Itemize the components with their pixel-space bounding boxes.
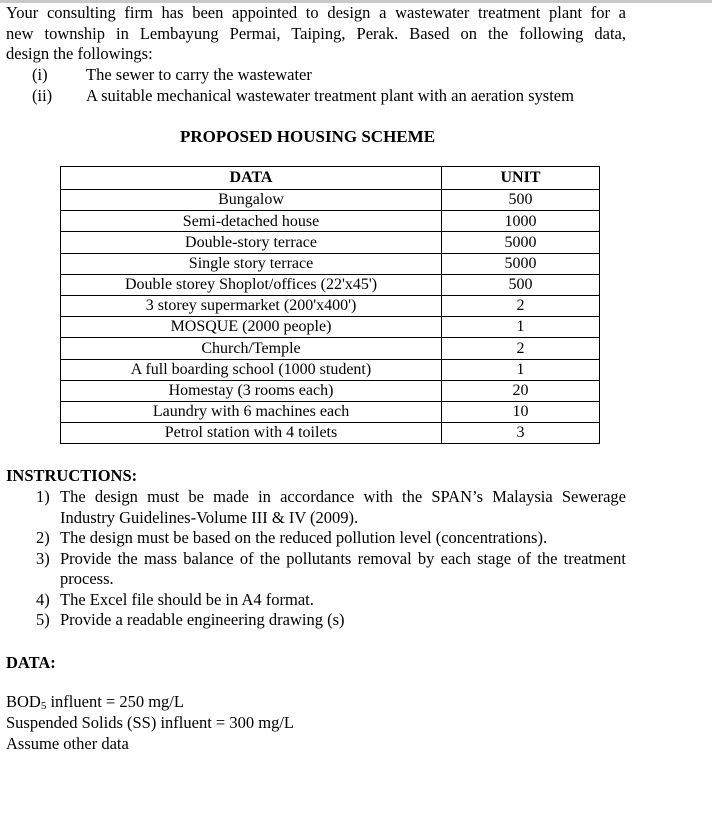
cell-unit: 20 [442, 380, 600, 401]
cell-data: Laundry with 6 machines each [61, 401, 442, 422]
cell-unit: 500 [442, 274, 600, 295]
instruction-item [36, 610, 626, 631]
task-list [32, 65, 574, 106]
bod-prefix: BOD [6, 692, 41, 711]
table-row [61, 380, 600, 401]
instruction-text: Provide the mass balance of the pollutants removal by each stage of the treatment process. [60, 548, 626, 588]
cell-data: Single story terrace [61, 253, 442, 274]
instruction-item [36, 487, 626, 528]
data-title: DATA: [6, 653, 56, 672]
table-row [61, 317, 600, 338]
bod-subscript: 5 [40, 700, 47, 712]
cell-unit: 2 [442, 295, 600, 316]
table-header-row [61, 167, 600, 190]
cell-unit: 1 [442, 359, 600, 380]
task-item [32, 86, 574, 107]
cell-data: Church/Temple [61, 338, 442, 359]
cell-data: Double-story terrace [61, 232, 442, 253]
intro-paragraph [6, 3, 626, 65]
task-item [32, 65, 574, 86]
table-row [61, 190, 600, 211]
task-number: (i) [32, 65, 48, 84]
cell-data: MOSQUE (2000 people) [61, 317, 442, 338]
cell-unit: 500 [442, 190, 600, 211]
cell-data: A full boarding school (1000 student) [61, 359, 442, 380]
table-row [61, 253, 600, 274]
bod-line [6, 692, 294, 713]
instruction-number: 5) [36, 610, 50, 629]
instruction-number: 1) [36, 487, 50, 506]
cell-unit: 10 [442, 401, 600, 422]
cell-unit: 5000 [442, 253, 600, 274]
instruction-item [36, 590, 626, 611]
instruction-item [36, 528, 626, 549]
task-number: (ii) [32, 85, 53, 105]
instruction-number: 4) [36, 589, 50, 609]
ss-line: Suspended Solids (SS) influent = 300 mg/L [6, 713, 294, 732]
table-row [61, 274, 600, 295]
instruction-text: Provide a readable engineering drawing (s) [60, 610, 345, 629]
cell-unit: 2 [442, 338, 600, 359]
cell-unit: 1000 [442, 211, 600, 232]
intro-line-3: design the followings: [6, 44, 153, 63]
intro-line-1: Your consulting firm has been appointed to design a wastewater treatment plant for a [6, 3, 626, 22]
table-row [61, 338, 600, 359]
table-row [61, 401, 600, 422]
scheme-title: PROPOSED HOUSING SCHEME [180, 127, 436, 146]
cell-data: Petrol station with 4 toilets [61, 423, 442, 444]
housing-scheme-table [60, 166, 600, 444]
other-data-line: Assume other data [6, 734, 129, 753]
table-row [61, 232, 600, 253]
table-row [61, 295, 600, 316]
instructions-title: INSTRUCTIONS: [6, 466, 138, 485]
instruction-text: The Excel file should be in A4 format. [60, 589, 314, 609]
instruction-number: 2) [36, 528, 50, 547]
cell-data: Homestay (3 rooms each) [61, 380, 442, 401]
table-row [61, 211, 600, 232]
intro-line-2: new township in Lembayung Permai, Taiping, Perak. Based on the following data, [6, 23, 626, 43]
instruction-text: The design must be made in accordance with the SPAN’s Malaysia Sewerage Industry Guidelines-Volume III & IV (2009). [60, 487, 626, 527]
task-text: The sewer to carry the wastewater [86, 65, 312, 84]
bod-value: influent = 250 mg/L [46, 692, 184, 711]
instruction-item [36, 549, 626, 590]
task-text: A suitable mechanical wastewater treatment plant with an aeration system [86, 85, 574, 105]
cell-data: 3 storey supermarket (200'x400') [61, 295, 442, 316]
header-unit: UNIT [442, 167, 600, 190]
table-row [61, 423, 600, 444]
table-row [61, 359, 600, 380]
instructions-list [36, 487, 626, 631]
cell-unit: 5000 [442, 232, 600, 253]
instruction-number: 3) [36, 548, 50, 568]
cell-data: Bungalow [61, 190, 442, 211]
cell-unit: 1 [442, 317, 600, 338]
data-values [6, 692, 294, 755]
cell-data: Semi-detached house [61, 211, 442, 232]
cell-unit: 3 [442, 423, 600, 444]
cell-data: Double storey Shoplot/offices (22'x45') [61, 274, 442, 295]
instruction-text: The design must be based on the reduced pollution level (concentrations). [60, 528, 548, 547]
header-data: DATA [61, 167, 442, 190]
